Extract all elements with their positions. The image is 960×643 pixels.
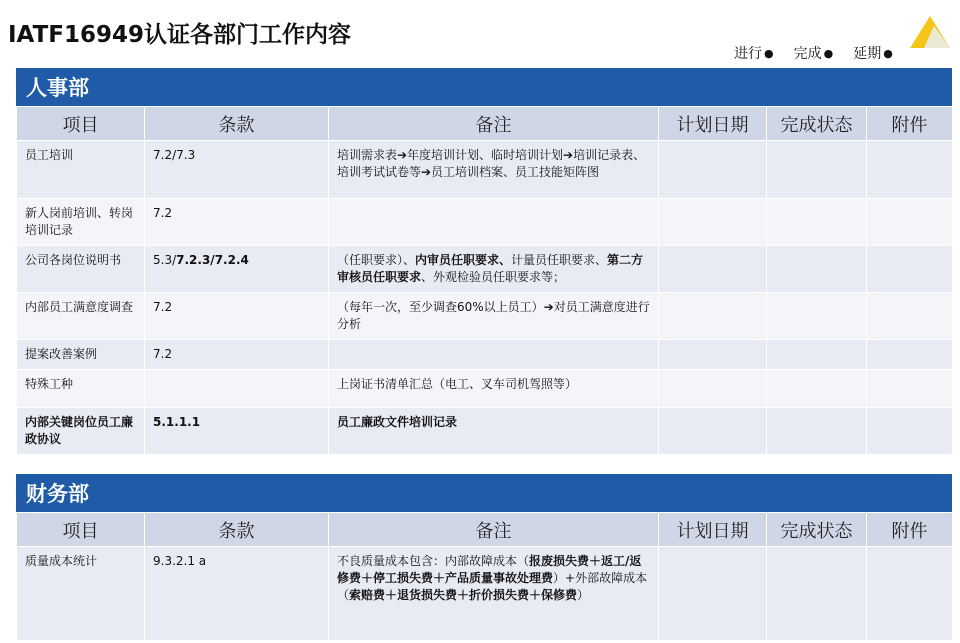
cell-attachment[interactable]	[867, 370, 953, 408]
table-row	[17, 547, 953, 641]
table-row	[17, 199, 953, 246]
cell-plan-date[interactable]	[659, 547, 767, 641]
cell-item: 新人岗前培训、转岗培训记录	[17, 199, 145, 246]
clause-text: 5.3/	[153, 253, 177, 267]
cell-plan-date[interactable]	[659, 293, 767, 340]
cell-clause	[145, 370, 329, 408]
cell-clause	[145, 246, 329, 293]
note-text: 不良质量成本包含：内部故障成本（	[337, 554, 530, 568]
table-header-row	[17, 513, 953, 547]
cell-status[interactable]	[767, 370, 867, 408]
table-header-row	[17, 107, 953, 141]
cell-note: 培训需求表➔年度培训计划、临时培训计划➔培训记录表、培训考试试卷等➔员工培训档案、员工技能矩阵图	[329, 141, 659, 199]
cell-attachment[interactable]	[867, 141, 953, 199]
col-plan-date: 计划日期	[659, 513, 767, 547]
table-row	[17, 408, 953, 455]
cell-plan-date[interactable]	[659, 340, 767, 370]
cell-note: 上岗证书清单汇总（电工、叉车司机驾照等）	[329, 370, 659, 408]
col-attachment: 附件	[867, 107, 953, 141]
col-attachment: 附件	[867, 513, 953, 547]
cell-status[interactable]	[767, 246, 867, 293]
section-title: 财务部	[16, 474, 952, 512]
dot-icon: ●	[764, 46, 774, 60]
cell-status[interactable]	[767, 199, 867, 246]
col-plan-date: 计划日期	[659, 107, 767, 141]
legend-delayed	[853, 43, 893, 63]
legend-in-progress	[734, 43, 774, 63]
cell-attachment[interactable]	[867, 340, 953, 370]
note-text: 计量员任职要求、	[511, 253, 608, 267]
cell-item: 提案改善案例	[17, 340, 145, 370]
note-text-bold: 索赔费＋退货损失费＋折价损失费＋保修费	[349, 588, 578, 602]
cell-item: 内部员工满意度调查	[17, 293, 145, 340]
table-row	[17, 293, 953, 340]
section-title: 人事部	[16, 68, 952, 106]
hr-table	[16, 106, 953, 455]
cell-attachment[interactable]	[867, 408, 953, 455]
cell-item: 公司各岗位说明书	[17, 246, 145, 293]
legend-label: 完成	[793, 46, 822, 62]
cell-item: 质量成本统计	[17, 547, 145, 641]
cell-item: 内部关键岗位员工廉政协议	[17, 408, 145, 455]
cell-note	[329, 246, 659, 293]
legend-label: 延期	[853, 46, 882, 62]
cell-note	[329, 199, 659, 246]
note-text-bold: 报废损失费＋返工/返修费＋停工损失费＋产品质量事故处理费	[337, 554, 642, 585]
legend-label: 进行	[734, 46, 762, 62]
cell-status[interactable]	[767, 340, 867, 370]
col-status: 完成状态	[767, 107, 867, 141]
cell-clause: 7.2/7.3	[145, 141, 329, 199]
dot-icon: ●	[823, 46, 834, 60]
cell-plan-date[interactable]	[659, 408, 767, 455]
col-status: 完成状态	[767, 513, 867, 547]
cell-attachment[interactable]	[867, 199, 953, 246]
table-row	[17, 246, 953, 293]
cell-plan-date[interactable]	[659, 141, 767, 199]
cell-item: 员工培训	[17, 141, 145, 199]
clause-text-bold: 7.2.3/7.2.4	[176, 253, 249, 267]
cell-note	[329, 340, 659, 370]
cell-note: 员工廉政文件培训记录	[329, 408, 659, 455]
status-legend	[734, 43, 934, 63]
cell-status[interactable]	[767, 547, 867, 641]
cell-clause: 9.3.2.1 a	[145, 547, 329, 641]
note-text: ）+外部故障成本（	[337, 571, 648, 602]
cell-attachment[interactable]	[867, 547, 953, 641]
cell-item: 特殊工种	[17, 370, 145, 408]
cell-status[interactable]	[767, 408, 867, 455]
cell-plan-date[interactable]	[659, 370, 767, 408]
col-item: 项目	[17, 513, 145, 547]
cell-note	[329, 547, 659, 641]
table-row	[17, 141, 953, 199]
cell-attachment[interactable]	[867, 246, 953, 293]
triangle-logo-icon	[908, 14, 952, 50]
note-text: ）	[577, 588, 590, 602]
section-finance	[16, 474, 952, 641]
cell-plan-date[interactable]	[659, 199, 767, 246]
table-row	[17, 370, 953, 408]
page-title: IATF16949认证各部门工作内容	[8, 22, 351, 48]
cell-status[interactable]	[767, 293, 867, 340]
cell-plan-date[interactable]	[659, 246, 767, 293]
cell-attachment[interactable]	[867, 293, 953, 340]
finance-table	[16, 512, 953, 641]
note-text: 、外观检验员任职要求等；	[421, 270, 566, 284]
table-row	[17, 340, 953, 370]
dot-icon: ●	[883, 46, 893, 60]
cell-status[interactable]	[767, 141, 867, 199]
cell-clause: 5.1.1.1	[145, 408, 329, 455]
legend-done	[794, 43, 834, 63]
cell-note: （每年一次，至少调查60%以上员工）➔对员工满意度进行分析	[329, 293, 659, 340]
col-note: 备注	[329, 107, 659, 141]
col-clause: 条款	[145, 107, 329, 141]
col-note: 备注	[329, 513, 659, 547]
note-text-bold: 内审员任职要求、	[415, 253, 512, 267]
note-text-bold: 第二方审核员任职要求	[337, 253, 644, 284]
cell-clause: 7.2	[145, 293, 329, 340]
col-item: 项目	[17, 107, 145, 141]
col-clause: 条款	[145, 513, 329, 547]
cell-clause: 7.2	[145, 340, 329, 370]
note-text: （任职要求）、	[337, 253, 416, 267]
section-hr	[16, 68, 952, 455]
cell-clause: 7.2	[145, 199, 329, 246]
